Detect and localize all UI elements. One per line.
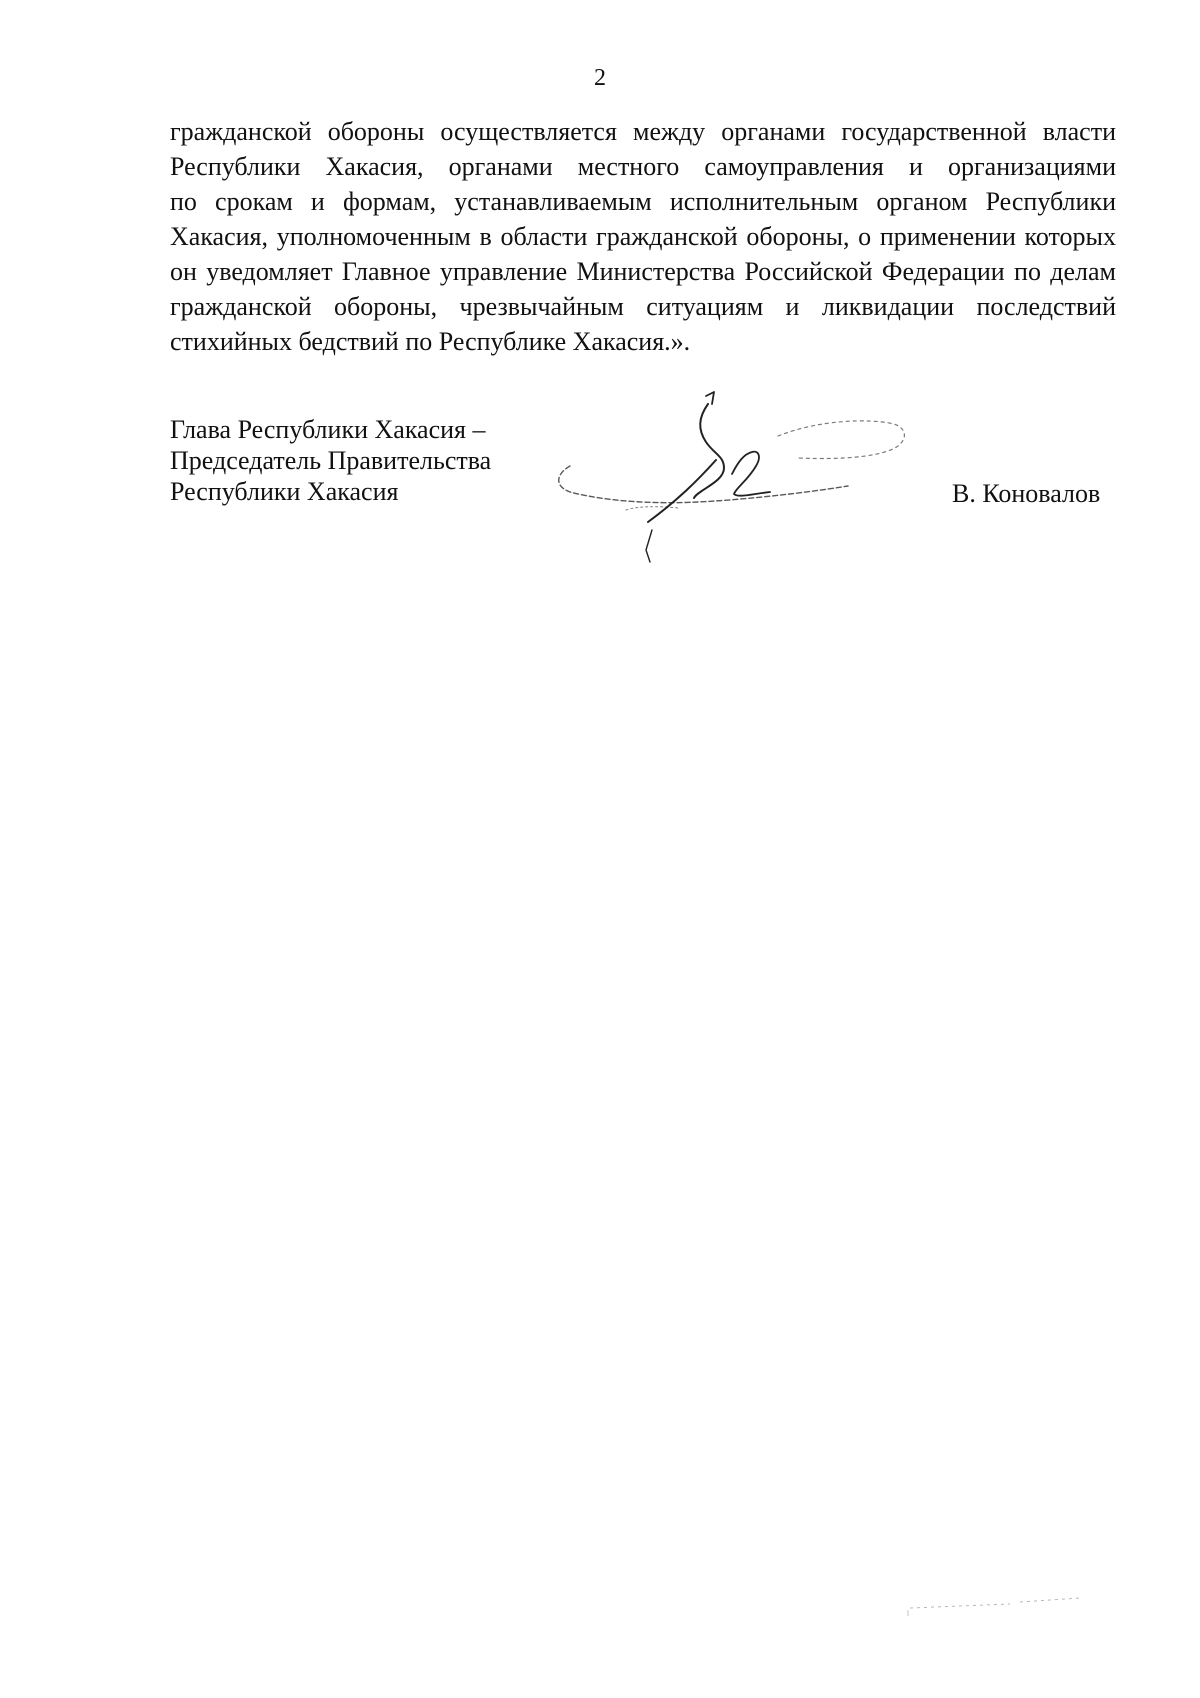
body-paragraph [170, 114, 1116, 359]
body-line: Хакасия, уполномоченным в области гражданской обороны, о применении которых [170, 222, 1116, 251]
signatory-name: В. Коновалов [952, 479, 1101, 508]
signatory-position-line: Республики Хакасия [170, 477, 399, 506]
body-line: гражданской обороны осуществляется между органами государственной власти [170, 117, 1116, 146]
body-line: он уведомляет Главное управление Министерства Российской Федерации по делам [170, 257, 1116, 286]
signatory-position-line: Глава Республики Хакасия – [170, 415, 486, 444]
signatory-position-line: Председатель Правительства [170, 446, 492, 475]
body-line: гражданской обороны, чрезвычайным ситуациям и ликвидации последствий [170, 292, 1116, 321]
body-line: Республики Хакасия, органами местного самоуправления и организациями [170, 152, 1116, 181]
signatory-position [170, 414, 491, 507]
scan-artifact [900, 1590, 1100, 1620]
handwritten-signature [548, 390, 938, 590]
body-line: стихийных бедствий по Республике Хакасия.». [170, 327, 691, 356]
page-number: 2 [594, 65, 606, 91]
body-line: по срокам и формам, устанавливаемым исполнительным органом Республики [170, 187, 1116, 216]
